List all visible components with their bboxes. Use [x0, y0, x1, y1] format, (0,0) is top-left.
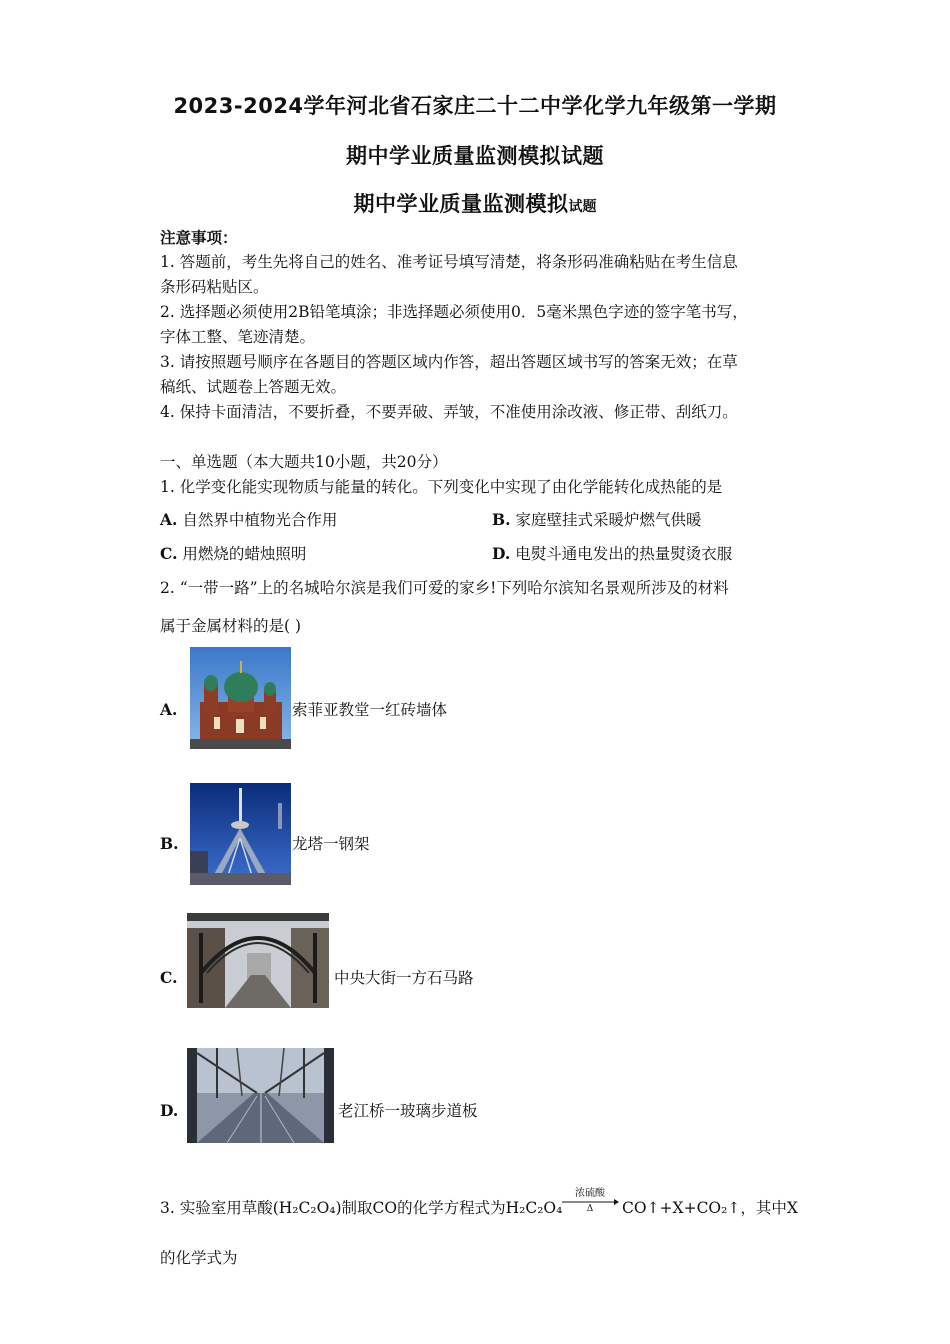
q1-option-a [160, 510, 337, 530]
q1-option-d-label: D. [492, 544, 511, 563]
q3-products: CO↑+X+CO₂↑，其中X [622, 1199, 798, 1217]
q1-option-d-text: 电熨斗通电发出的热量熨烫衣服 [515, 545, 733, 563]
q2-option-c-label: C. [160, 968, 178, 987]
tower-photo [190, 783, 291, 885]
q2-option-a-label: A. [160, 700, 178, 719]
page-subtitle-repeat [0, 188, 950, 218]
page-subtitle: 期中学业质量监测模拟试题 [346, 144, 604, 168]
q2-option-a-text: 索菲亚教堂一红砖墙体 [292, 701, 448, 719]
section-heading: 一、单选题（本大题共10小题，共20分） [160, 453, 448, 471]
q2-option-d-label: D. [160, 1101, 179, 1120]
q1-option-d [492, 544, 732, 564]
q2-option-d-text: 老江桥一玻璃步道板 [338, 1102, 478, 1120]
notice-item-1: 1. 答题前，考生先将自己的姓名、准考证号填写清楚，将条形码准确粘贴在考生信息 [160, 253, 738, 271]
q2-option-c-text: 中央大街一方石马路 [334, 969, 474, 987]
q3-stem: 3. 实验室用草酸(H₂C₂O₄)制取CO的化学方程式为H₂C₂O₄ [160, 1199, 563, 1217]
notice-item-2-cont: 字体工整、笔迹清楚。 [160, 328, 316, 346]
q2-option-b-label: B. [160, 834, 179, 853]
q2-option-b-text: 龙塔一钢架 [292, 835, 370, 853]
cathedral-photo [190, 647, 291, 749]
q3-stem-cont: 的化学式为 [160, 1249, 238, 1267]
q1-option-b-text: 家庭壁挂式采暖炉燃气供暖 [515, 511, 702, 529]
notice-item-1-cont: 条形码粘贴区。 [160, 278, 269, 296]
notice-item-3: 3. 请按照题号顺序在各题目的答题区域内作答，超出答题区域书写的答案无效；在草 [160, 353, 738, 371]
reaction-condition-top: 浓硫酸 [575, 1188, 605, 1199]
q1-option-b-label: B. [492, 510, 511, 529]
notice-item-3-cont: 稿纸、试题卷上答题无效。 [160, 378, 347, 396]
notice-item-4: 4. 保持卡面清洁，不要折叠，不要弄破、弄皱，不准使用涂改液、修正带、刮纸刀。 [160, 403, 738, 421]
reaction-arrow [560, 1184, 620, 1218]
q1-option-c-text: 用燃烧的蜡烛照明 [182, 545, 307, 563]
subtitle-main: 期中学业质量监测模拟 [353, 192, 569, 216]
q1-option-c-label: C. [160, 544, 178, 563]
street-photo [187, 913, 329, 1008]
bridge-photo [187, 1048, 334, 1143]
q1-stem: 1. 化学变化能实现物质与能量的转化。下列变化中实现了由化学能转化成热能的是 [160, 478, 723, 496]
subtitle-small: 试题 [568, 199, 597, 215]
q1-option-a-label: A. [160, 510, 178, 529]
q1-option-c [160, 544, 306, 564]
q2-stem: 2. “一带一路”上的名城哈尔滨是我们可爱的家乡!下列哈尔滨知名景观所涉及的材料 [160, 579, 729, 597]
reaction-condition-bottom: Δ [586, 1204, 594, 1214]
page-title: 2023-2024学年河北省石家庄二十二中学化学九年级第一学期 [173, 94, 777, 118]
q1-option-b [492, 510, 701, 530]
notice-item-2: 2. 选择题必须使用2B铅笔填涂；非选择题必须使用0．5毫米黑色字迹的签字笔书写， [160, 303, 748, 321]
q2-stem-cont: 属于金属材料的是( ) [160, 617, 302, 635]
q1-option-a-text: 自然界中植物光合作用 [182, 511, 338, 529]
notice-heading: 注意事项： [160, 228, 238, 247]
